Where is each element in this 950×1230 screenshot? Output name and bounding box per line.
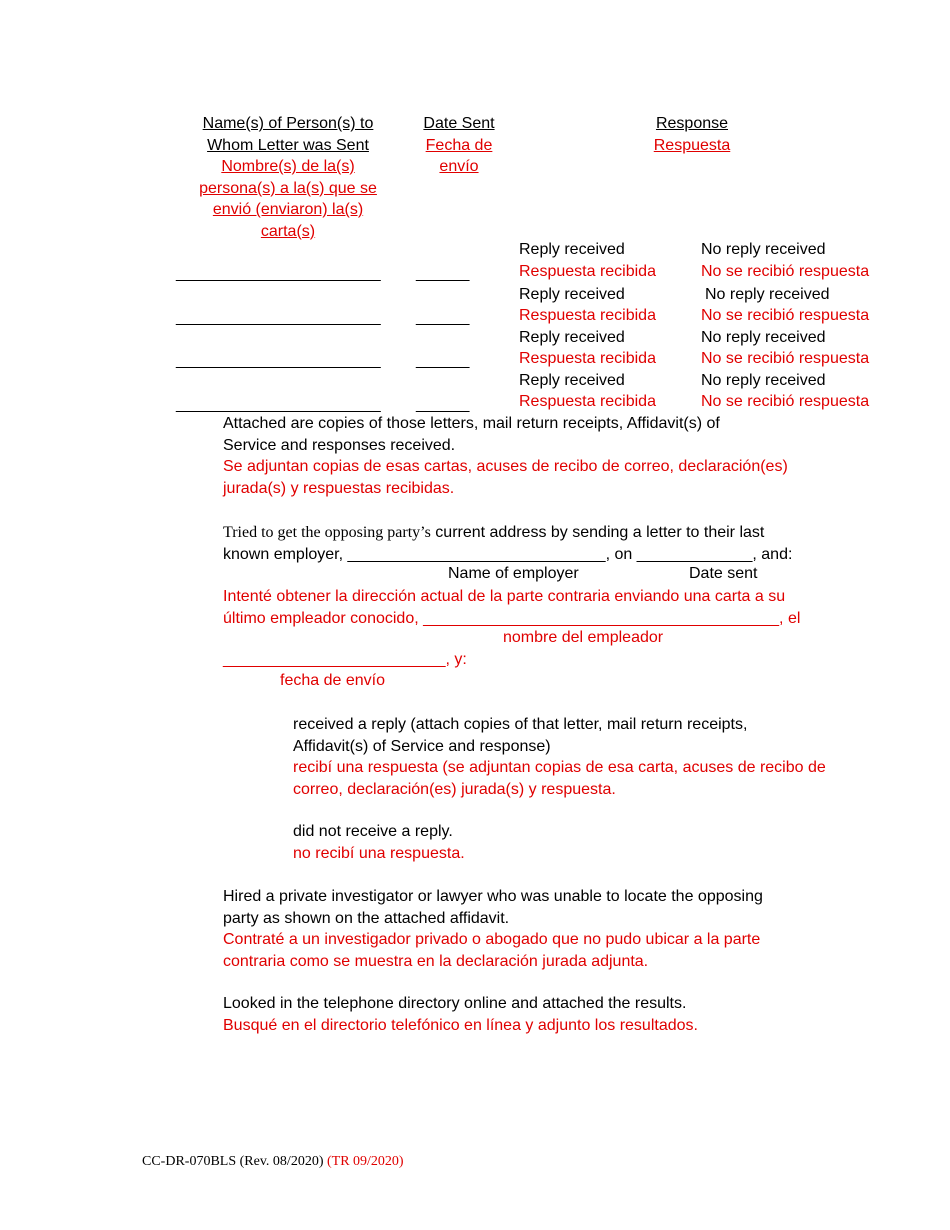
employer-name-label: Name of employer xyxy=(448,565,579,582)
header-date-es-2: envío xyxy=(439,158,479,175)
reply-received-option-es: Respuesta recibida xyxy=(519,350,656,367)
no-reply-option[interactable]: No reply received xyxy=(701,329,826,346)
no-reply-option-es: No se recibió respuesta xyxy=(701,307,870,324)
reply-received-option[interactable]: Reply received xyxy=(519,241,625,258)
employer-name-label-es: nombre del empleador xyxy=(503,629,664,646)
date-blank[interactable]: ______ xyxy=(416,396,470,413)
form-footer xyxy=(142,1154,404,1170)
employer-en-1-serif: Tried to get the opposing party’s xyxy=(223,524,431,541)
name-blank[interactable]: _______________________ xyxy=(176,309,381,326)
no-reply-option-es: No se recibió respuesta xyxy=(701,350,870,367)
employer-es xyxy=(223,586,800,629)
header-response-en: Response xyxy=(655,115,729,132)
employer-date-label: Date sent xyxy=(689,565,758,582)
employer-option[interactable] xyxy=(223,522,792,565)
employer-en-2[interactable]: known employer, _____________________________, on _____________, and: xyxy=(223,545,793,563)
employer-es-2[interactable]: último empleador conocido, ________________________________________, el xyxy=(223,609,801,627)
form-translation-revision: (TR 09/2020) xyxy=(326,1154,404,1169)
header-name-es-1: Nombre(s) de la(s) xyxy=(221,158,355,175)
received-en-1: received a reply (attach copies of that letter, mail return receipts, xyxy=(293,716,748,733)
reply-received-option-es: Respuesta recibida xyxy=(519,307,656,324)
attached-es-2: jurada(s) y respuestas recibidas. xyxy=(223,479,455,497)
header-response-es: Respuesta xyxy=(653,136,731,154)
investigator-en-2: party as shown on the attached affidavit. xyxy=(223,909,510,927)
received-reply-option[interactable] xyxy=(293,714,826,800)
not-received-en: did not receive a reply. xyxy=(293,823,453,840)
header-name-es-2: persona(s) a la(s) que se xyxy=(199,179,377,197)
received-es-1: recibí una respuesta (se adjuntan copias de esa carta, acuses de recibo de xyxy=(293,759,826,776)
employer-es-1: Intenté obtener la dirección actual de la parte contraria enviando una carta a su xyxy=(223,588,786,605)
form-id: CC-DR-070BLS xyxy=(142,1154,237,1169)
no-reply-received-option[interactable] xyxy=(293,821,465,864)
employer-en-1 xyxy=(223,522,792,544)
no-reply-option[interactable]: No reply received xyxy=(701,241,826,258)
header-name-en-1: Name(s) of Person(s) to xyxy=(202,115,374,132)
employer-en-1-rest: current address by sending a letter to their last xyxy=(430,524,765,541)
header-name-es-4: carta(s) xyxy=(260,222,316,240)
directory-option[interactable] xyxy=(223,993,698,1036)
directory-en: Looked in the telephone directory online and attached the results. xyxy=(223,995,687,1012)
received-en-2: Affidavit(s) of Service and response) xyxy=(293,737,551,755)
header-date-es-1: Fecha de xyxy=(425,136,493,154)
investigator-option[interactable] xyxy=(223,886,763,972)
attached-copies-note xyxy=(223,413,788,499)
header-name-es-3: envió (enviaron) la(s) xyxy=(212,201,364,218)
investigator-es-1: Contraté a un investigador privado o abogado que no pudo ubicar a la parte xyxy=(223,931,761,948)
received-es-2: correo, declaración(es) jurada(s) y respuesta. xyxy=(293,780,616,798)
header-name-en-2: Whom Letter was Sent xyxy=(207,136,369,154)
no-reply-option-es: No se recibió respuesta xyxy=(701,393,870,410)
attached-en-2: Service and responses received. xyxy=(223,436,456,454)
date-blank[interactable]: ______ xyxy=(416,352,470,369)
no-reply-option[interactable]: No reply received xyxy=(705,286,830,303)
employer-date-label-es: fecha de envío xyxy=(280,672,385,689)
investigator-es-2: contraria como se muestra en la declaración jurada adjunta. xyxy=(223,952,649,970)
date-blank[interactable]: ______ xyxy=(416,265,470,282)
reply-received-option[interactable]: Reply received xyxy=(519,329,625,346)
investigator-en-1: Hired a private investigator or lawyer who was unable to locate the opposing xyxy=(223,888,763,905)
reply-received-option-es: Respuesta recibida xyxy=(519,393,656,410)
name-blank[interactable]: _______________________ xyxy=(176,265,381,282)
attached-en-1: Attached are copies of those letters, mail return receipts, Affidavit(s) of xyxy=(223,415,720,432)
attached-es-1: Se adjuntan copias de esas cartas, acuses de recibo de correo, declaración(es) xyxy=(223,458,788,475)
response-column-header xyxy=(632,113,752,156)
name-blank[interactable]: _______________________ xyxy=(176,352,381,369)
reply-received-option[interactable]: Reply received xyxy=(519,372,625,389)
reply-received-option-es: Respuesta recibida xyxy=(519,263,656,280)
no-reply-option-es: No se recibió respuesta xyxy=(701,263,870,280)
employer-date-blank-es[interactable]: _________________________, y: xyxy=(223,651,467,668)
name-column-header xyxy=(186,113,390,242)
name-blank[interactable]: _______________________ xyxy=(176,396,381,413)
form-revision: (Rev. 08/2020) xyxy=(239,1154,324,1169)
header-date-en: Date Sent xyxy=(423,115,495,132)
directory-es: Busqué en el directorio telefónico en línea y adjunto los resultados. xyxy=(223,1016,698,1034)
date-blank[interactable]: ______ xyxy=(416,309,470,326)
no-reply-option[interactable]: No reply received xyxy=(701,372,826,389)
not-received-es: no recibí una respuesta. xyxy=(293,844,465,862)
reply-received-option[interactable]: Reply received xyxy=(519,286,625,303)
date-column-header xyxy=(414,113,504,178)
